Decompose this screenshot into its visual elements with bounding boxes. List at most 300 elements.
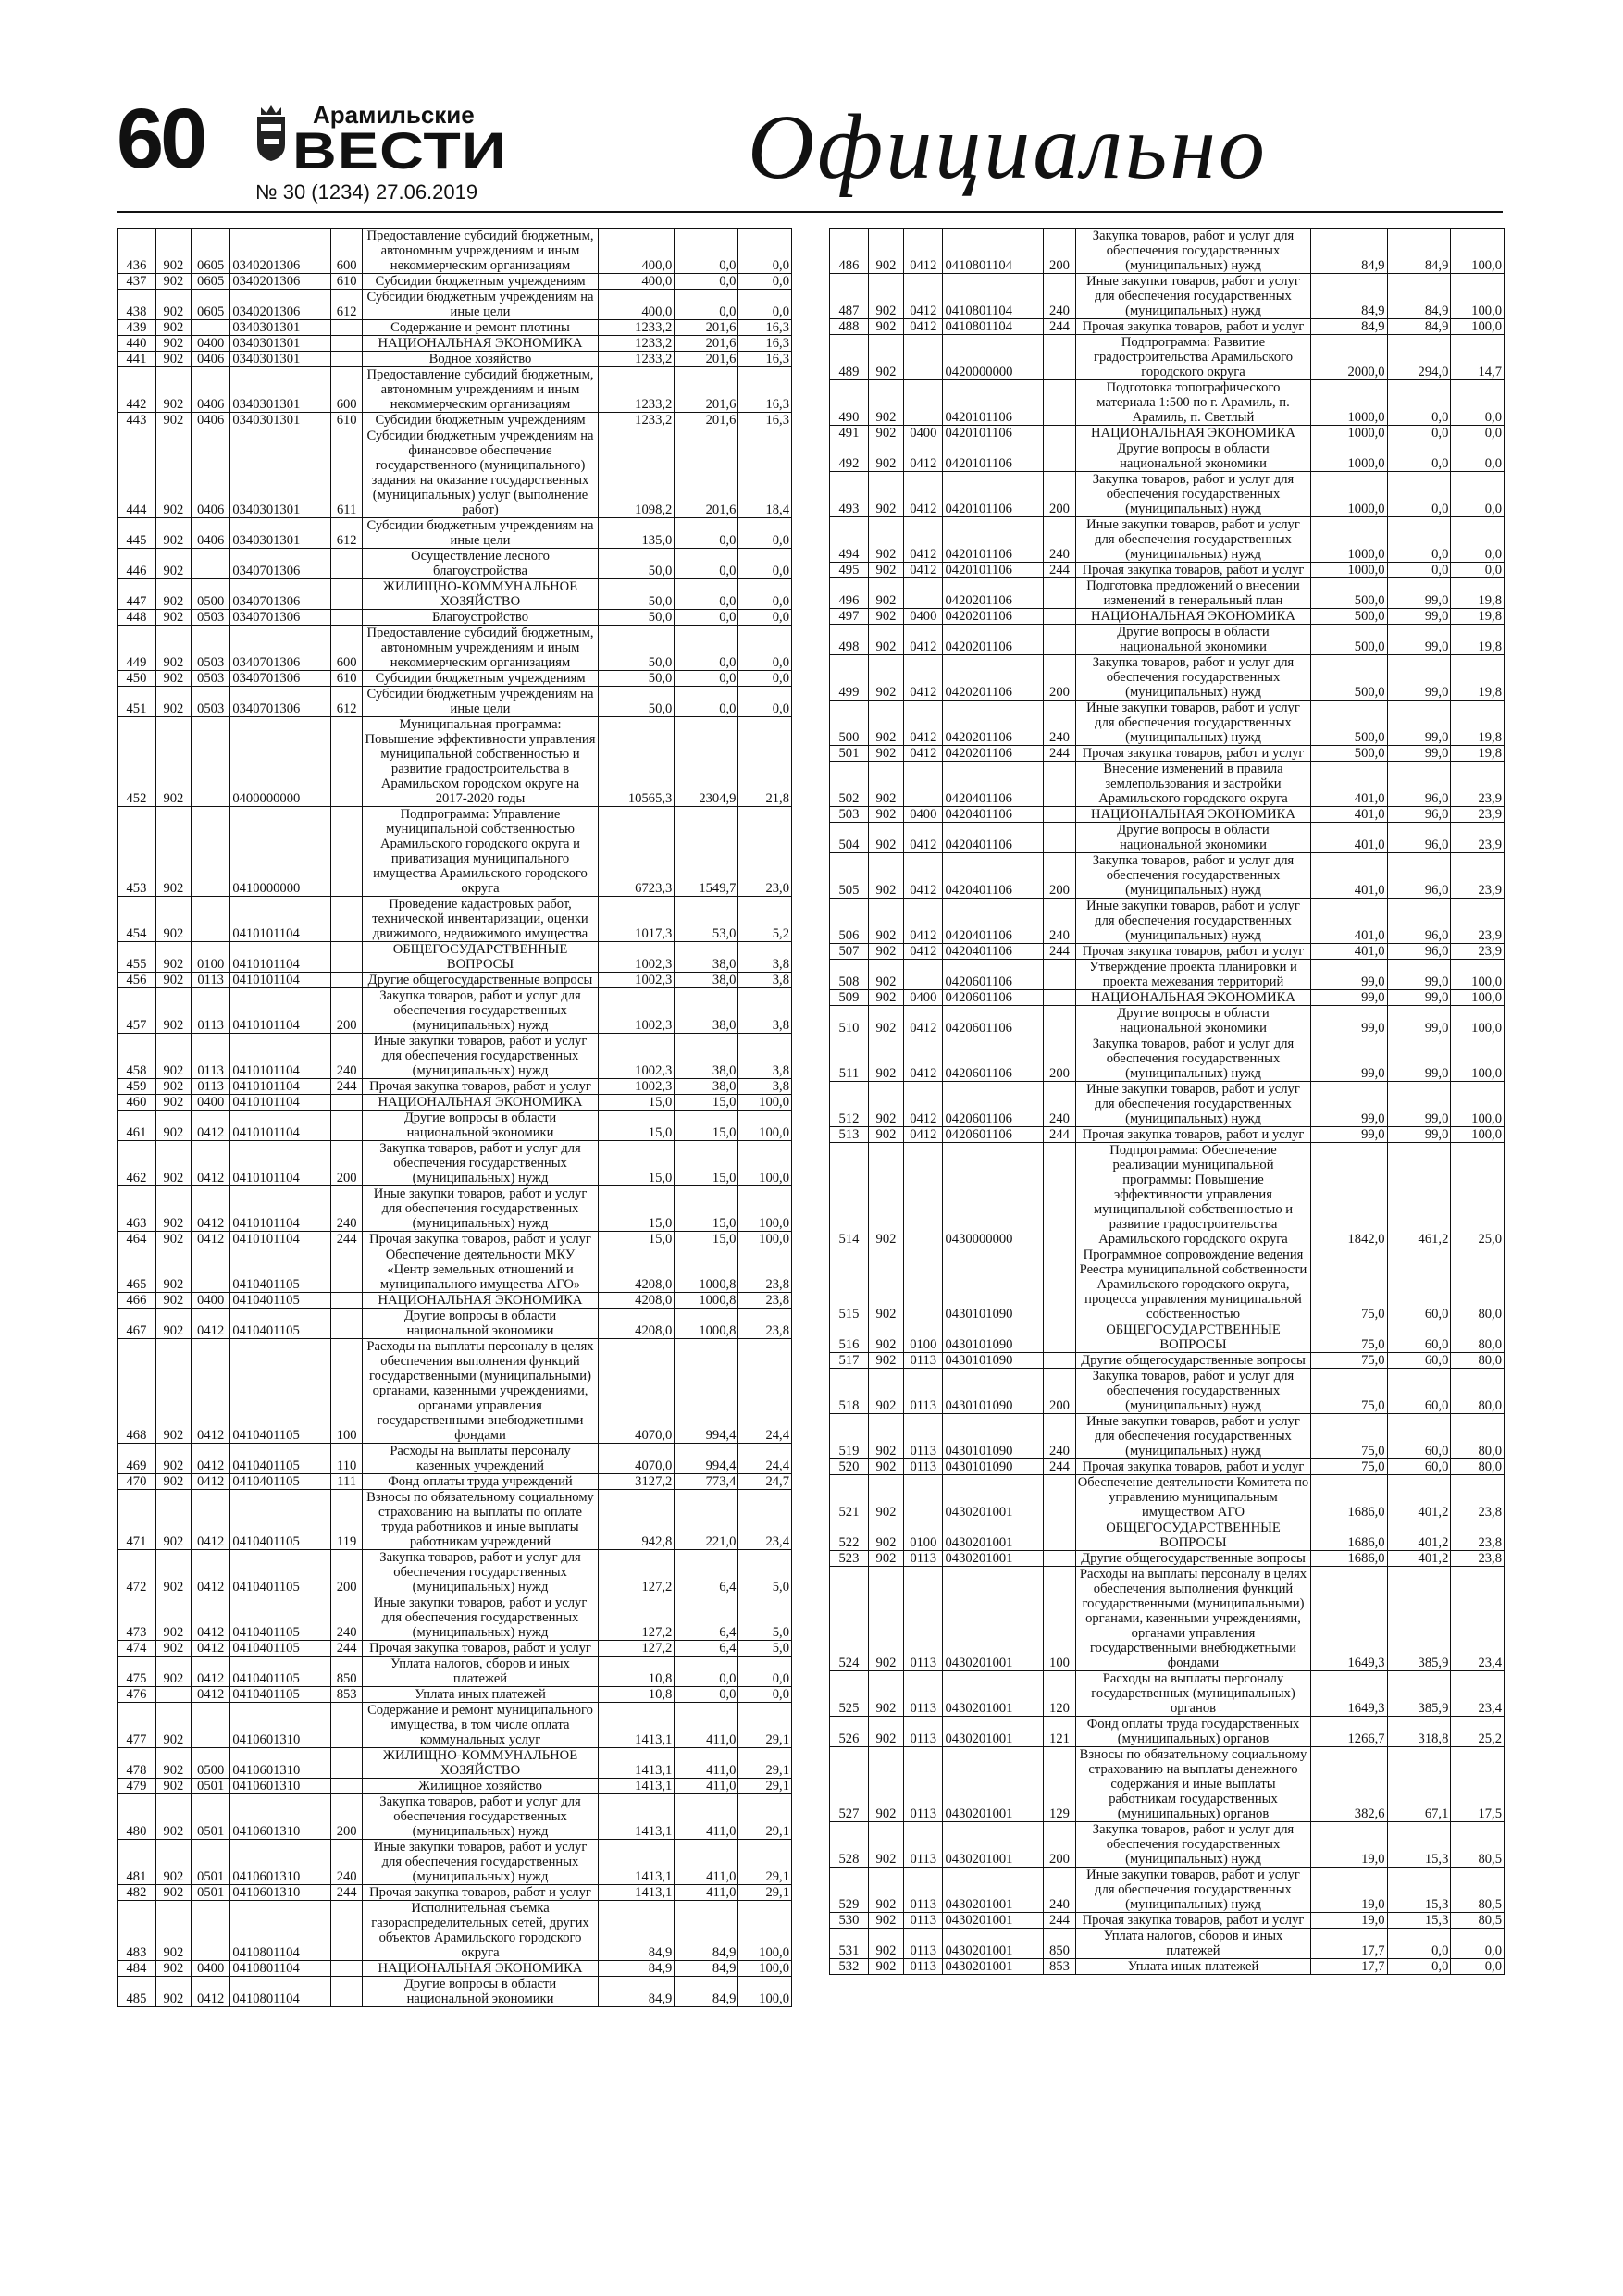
row-number-cell: 471: [118, 1490, 156, 1550]
description-cell: НАЦИОНАЛЬНАЯ ЭКОНОМИКА: [363, 1961, 598, 1977]
expense-type-cell: 111: [330, 1474, 362, 1490]
admin-code-cell: 902: [155, 1779, 191, 1794]
row-number-cell: 520: [830, 1459, 869, 1475]
row-number-cell: 438: [118, 290, 156, 320]
expense-type-cell: [330, 1961, 362, 1977]
planned-amount-cell: 1842,0: [1311, 1143, 1387, 1247]
row-number-cell: 508: [830, 960, 869, 990]
section-code-cell: 0412: [904, 1082, 943, 1127]
expense-type-cell: [1044, 807, 1075, 823]
description-cell: Подпрограмма: Развитие градостроительства Арамильского городского округа: [1075, 335, 1311, 380]
target-code-cell: 0340301301: [230, 428, 331, 518]
logo-title: ВЕСТИ: [292, 121, 507, 180]
target-code-cell: 0410101104: [230, 973, 331, 988]
execution-percent-cell: 19,8: [1451, 701, 1505, 746]
row-number-cell: 463: [118, 1186, 156, 1232]
row-number-cell: 497: [830, 609, 869, 625]
planned-amount-cell: 2000,0: [1311, 335, 1387, 380]
table-row: [118, 988, 792, 1034]
section-code-cell: 0113: [904, 1822, 943, 1868]
description-cell: Обеспечение деятельности МКУ «Центр земельных отношений и муниципального имущества АГО»: [363, 1247, 598, 1293]
admin-code-cell: 902: [868, 319, 903, 335]
executed-amount-cell: 0,0: [1387, 441, 1451, 472]
admin-code-cell: 902: [155, 367, 191, 413]
execution-percent-cell: 0,0: [1451, 1929, 1505, 1959]
expense-type-cell: 200: [1044, 1036, 1075, 1082]
executed-amount-cell: 411,0: [675, 1794, 738, 1840]
section-title: Официально: [748, 95, 1268, 198]
admin-code-cell: 902: [155, 579, 191, 610]
executed-amount-cell: 0,0: [675, 274, 738, 290]
executed-amount-cell: 96,0: [1387, 944, 1451, 960]
section-code-cell: 0500: [191, 1748, 229, 1779]
row-number-cell: 526: [830, 1717, 869, 1747]
executed-amount-cell: 99,0: [1387, 655, 1451, 701]
planned-amount-cell: 401,0: [1311, 762, 1387, 807]
execution-percent-cell: 23,0: [738, 807, 792, 897]
execution-percent-cell: 0,0: [1451, 380, 1505, 426]
row-number-cell: 482: [118, 1885, 156, 1901]
admin-code-cell: 902: [155, 671, 191, 687]
budget-table-right: [829, 228, 1505, 1975]
executed-amount-cell: 0,0: [675, 549, 738, 579]
admin-code-cell: 902: [868, 1247, 903, 1322]
admin-code-cell: 902: [155, 336, 191, 352]
section-code-cell: 0412: [904, 944, 943, 960]
expense-type-cell: 612: [330, 518, 362, 549]
execution-percent-cell: 5,0: [738, 1595, 792, 1641]
executed-amount-cell: 1000,8: [675, 1309, 738, 1339]
row-number-cell: 478: [118, 1748, 156, 1779]
section-code-cell: 0412: [191, 1977, 229, 2007]
expense-type-cell: 120: [1044, 1671, 1075, 1717]
executed-amount-cell: 99,0: [1387, 1127, 1451, 1143]
execution-percent-cell: 24,4: [738, 1444, 792, 1474]
target-code-cell: 0420101106: [943, 563, 1044, 578]
executed-amount-cell: 60,0: [1387, 1353, 1451, 1369]
description-cell: Иные закупки товаров, работ и услуг для обеспечения государственных (муниципальных) нужд: [1075, 1868, 1311, 1913]
expense-type-cell: 610: [330, 671, 362, 687]
admin-code-cell: 902: [868, 1747, 903, 1822]
execution-percent-cell: 3,8: [738, 1034, 792, 1079]
admin-code-cell: 902: [868, 1671, 903, 1717]
table-row: [830, 1322, 1505, 1353]
executed-amount-cell: 38,0: [675, 973, 738, 988]
row-number-cell: 504: [830, 823, 869, 853]
description-cell: Прочая закупка товаров, работ и услуг: [363, 1232, 598, 1247]
admin-code-cell: 902: [155, 352, 191, 367]
executed-amount-cell: 6,4: [675, 1595, 738, 1641]
row-number-cell: 468: [118, 1339, 156, 1444]
planned-amount-cell: 17,7: [1311, 1929, 1387, 1959]
section-code-cell: 0412: [191, 1232, 229, 1247]
planned-amount-cell: 1649,3: [1311, 1671, 1387, 1717]
admin-code-cell: 902: [868, 1520, 903, 1551]
section-code-cell: [904, 762, 943, 807]
admin-code-cell: 902: [868, 1322, 903, 1353]
section-code-cell: 0412: [191, 1186, 229, 1232]
executed-amount-cell: 0,0: [675, 579, 738, 610]
section-code-cell: 0113: [904, 1747, 943, 1822]
row-number-cell: 451: [118, 687, 156, 717]
section-code-cell: 0412: [191, 1474, 229, 1490]
expense-type-cell: 240: [1044, 517, 1075, 563]
table-row: [830, 274, 1505, 319]
table-row: [118, 671, 792, 687]
planned-amount-cell: 1233,2: [598, 367, 675, 413]
table-row: [118, 1186, 792, 1232]
executed-amount-cell: 96,0: [1387, 823, 1451, 853]
table-row: [118, 1490, 792, 1550]
executed-amount-cell: 60,0: [1387, 1247, 1451, 1322]
description-cell: НАЦИОНАЛЬНАЯ ЭКОНОМИКА: [1075, 807, 1311, 823]
section-code-cell: 0400: [191, 1095, 229, 1111]
executed-amount-cell: 0,0: [1387, 472, 1451, 517]
expense-type-cell: 200: [1044, 472, 1075, 517]
table-row: [118, 1474, 792, 1490]
row-number-cell: 481: [118, 1840, 156, 1885]
expense-type-cell: [330, 320, 362, 336]
target-code-cell: 0420601106: [943, 960, 1044, 990]
planned-amount-cell: 1266,7: [1311, 1717, 1387, 1747]
execution-percent-cell: 14,7: [1451, 335, 1505, 380]
row-number-cell: 454: [118, 897, 156, 942]
admin-code-cell: 902: [155, 626, 191, 671]
table-row: [118, 1703, 792, 1748]
expense-type-cell: [330, 352, 362, 367]
description-cell: Другие вопросы в области национальной экономики: [363, 1309, 598, 1339]
expense-type-cell: 100: [1044, 1567, 1075, 1671]
planned-amount-cell: 75,0: [1311, 1353, 1387, 1369]
planned-amount-cell: 1000,0: [1311, 441, 1387, 472]
expense-type-cell: [330, 942, 362, 973]
row-number-cell: 485: [118, 1977, 156, 2007]
target-code-cell: 0420601106: [943, 1036, 1044, 1082]
section-code-cell: 0113: [191, 1034, 229, 1079]
admin-code-cell: 902: [868, 1459, 903, 1475]
row-number-cell: 523: [830, 1551, 869, 1567]
table-row: [118, 1885, 792, 1901]
execution-percent-cell: 100,0: [738, 1977, 792, 2007]
planned-amount-cell: 84,9: [1311, 274, 1387, 319]
description-cell: НАЦИОНАЛЬНАЯ ЭКОНОМИКА: [363, 1293, 598, 1309]
expense-type-cell: 612: [330, 290, 362, 320]
target-code-cell: 0420401106: [943, 853, 1044, 899]
execution-percent-cell: 80,5: [1451, 1822, 1505, 1868]
target-code-cell: 0430101090: [943, 1247, 1044, 1322]
executed-amount-cell: 2304,9: [675, 717, 738, 807]
execution-percent-cell: 100,0: [1451, 319, 1505, 335]
section-code-cell: 0100: [191, 942, 229, 973]
planned-amount-cell: 1413,1: [598, 1885, 675, 1901]
execution-percent-cell: 19,8: [1451, 578, 1505, 609]
planned-amount-cell: 1002,3: [598, 1034, 675, 1079]
planned-amount-cell: 1233,2: [598, 336, 675, 352]
admin-code-cell: 902: [155, 1901, 191, 1961]
row-number-cell: 531: [830, 1929, 869, 1959]
expense-type-cell: 600: [330, 229, 362, 274]
description-cell: Прочая закупка товаров, работ и услуг: [1075, 1913, 1311, 1929]
table-row: [830, 578, 1505, 609]
table-row: [118, 579, 792, 610]
executed-amount-cell: 0,0: [675, 671, 738, 687]
expense-type-cell: [330, 1901, 362, 1961]
expense-type-cell: 244: [1044, 319, 1075, 335]
execution-percent-cell: 24,7: [738, 1474, 792, 1490]
admin-code-cell: 902: [868, 762, 903, 807]
target-code-cell: 0430201001: [943, 1671, 1044, 1717]
table-row: [830, 944, 1505, 960]
section-code-cell: 0412: [191, 1490, 229, 1550]
expense-type-cell: 244: [1044, 1913, 1075, 1929]
executed-amount-cell: 38,0: [675, 942, 738, 973]
section-code-cell: 0501: [191, 1779, 229, 1794]
admin-code-cell: 902: [868, 1127, 903, 1143]
description-cell: Прочая закупка товаров, работ и услуг: [1075, 319, 1311, 335]
admin-code-cell: 902: [155, 988, 191, 1034]
section-code-cell: 0412: [904, 472, 943, 517]
planned-amount-cell: 4208,0: [598, 1309, 675, 1339]
expense-type-cell: 244: [1044, 563, 1075, 578]
target-code-cell: 0410801104: [230, 1961, 331, 1977]
description-cell: Закупка товаров, работ и услуг для обеспечения государственных (муниципальных) нужд: [1075, 853, 1311, 899]
target-code-cell: 0420201106: [943, 701, 1044, 746]
description-cell: Уплата иных платежей: [1075, 1959, 1311, 1975]
execution-percent-cell: 80,0: [1451, 1414, 1505, 1459]
table-row: [118, 367, 792, 413]
expense-type-cell: 853: [330, 1687, 362, 1703]
execution-percent-cell: 3,8: [738, 988, 792, 1034]
executed-amount-cell: 38,0: [675, 988, 738, 1034]
description-cell: Уплата налогов, сборов и иных платежей: [363, 1657, 598, 1687]
description-cell: Предоставление субсидий бюджетным, автономным учреждениям и иным некоммерческим организациям: [363, 367, 598, 413]
admin-code-cell: 902: [868, 1353, 903, 1369]
target-code-cell: 0410101104: [230, 1095, 331, 1111]
execution-percent-cell: 19,8: [1451, 625, 1505, 655]
execution-percent-cell: 3,8: [738, 942, 792, 973]
executed-amount-cell: 201,6: [675, 367, 738, 413]
section-code-cell: 0406: [191, 413, 229, 428]
planned-amount-cell: 1233,2: [598, 413, 675, 428]
description-cell: Субсидии бюджетным учреждениям: [363, 671, 598, 687]
execution-percent-cell: 23,9: [1451, 807, 1505, 823]
execution-percent-cell: 100,0: [738, 1186, 792, 1232]
row-number-cell: 516: [830, 1322, 869, 1353]
row-number-cell: 501: [830, 746, 869, 762]
executed-amount-cell: 0,0: [1387, 563, 1451, 578]
executed-amount-cell: 60,0: [1387, 1414, 1451, 1459]
target-code-cell: 0340701306: [230, 687, 331, 717]
table-row: [118, 1641, 792, 1657]
target-code-cell: 0430201001: [943, 1551, 1044, 1567]
executed-amount-cell: 221,0: [675, 1490, 738, 1550]
row-number-cell: 529: [830, 1868, 869, 1913]
executed-amount-cell: 15,3: [1387, 1868, 1451, 1913]
execution-percent-cell: 0,0: [738, 671, 792, 687]
table-row: [830, 1671, 1505, 1717]
admin-code-cell: 902: [868, 1082, 903, 1127]
planned-amount-cell: 500,0: [1311, 578, 1387, 609]
executed-amount-cell: 385,9: [1387, 1567, 1451, 1671]
description-cell: Прочая закупка товаров, работ и услуг: [363, 1079, 598, 1095]
expense-type-cell: 240: [1044, 1082, 1075, 1127]
executed-amount-cell: 84,9: [675, 1901, 738, 1961]
admin-code-cell: 902: [155, 428, 191, 518]
row-number-cell: 521: [830, 1475, 869, 1520]
section-code-cell: [191, 1901, 229, 1961]
admin-code-cell: 902: [155, 274, 191, 290]
expense-type-cell: [330, 1779, 362, 1794]
target-code-cell: 0430101090: [943, 1414, 1044, 1459]
target-code-cell: 0340301301: [230, 367, 331, 413]
expense-type-cell: [330, 1703, 362, 1748]
planned-amount-cell: 10,8: [598, 1687, 675, 1703]
description-cell: Содержание и ремонт плотины: [363, 320, 598, 336]
execution-percent-cell: 100,0: [738, 1141, 792, 1186]
target-code-cell: 0420401106: [943, 944, 1044, 960]
description-cell: Уплата налогов, сборов и иных платежей: [1075, 1929, 1311, 1959]
executed-amount-cell: 60,0: [1387, 1369, 1451, 1414]
section-code-cell: 0412: [191, 1111, 229, 1141]
section-code-cell: 0501: [191, 1885, 229, 1901]
section-code-cell: 0113: [191, 973, 229, 988]
admin-code-cell: 902: [868, 823, 903, 853]
target-code-cell: 0410401105: [230, 1293, 331, 1309]
execution-percent-cell: 100,0: [1451, 1006, 1505, 1036]
execution-percent-cell: 100,0: [738, 1111, 792, 1141]
planned-amount-cell: 75,0: [1311, 1247, 1387, 1322]
target-code-cell: 0410801104: [943, 319, 1044, 335]
budget-table-left: [117, 228, 792, 2007]
description-cell: Субсидии бюджетным учреждениям на финансовое обеспечение государственного (муниципального) задания на оказание государственных (муниципальных) услуг (выполнение работ): [363, 428, 598, 518]
execution-percent-cell: 100,0: [738, 1095, 792, 1111]
admin-code-cell: 902: [155, 1748, 191, 1779]
execution-percent-cell: 23,9: [1451, 762, 1505, 807]
description-cell: ОБЩЕГОСУДАРСТВЕННЫЕ ВОПРОСЫ: [363, 942, 598, 973]
section-code-cell: 0113: [904, 1353, 943, 1369]
description-cell: Закупка товаров, работ и услуг для обеспечения государственных (муниципальных) нужд: [363, 1550, 598, 1595]
execution-percent-cell: 29,1: [738, 1794, 792, 1840]
description-cell: ЖИЛИЩНО-КОММУНАЛЬНОЕ ХОЗЯЙСТВО: [363, 1748, 598, 1779]
table-row: [830, 1567, 1505, 1671]
executed-amount-cell: 96,0: [1387, 807, 1451, 823]
executed-amount-cell: 99,0: [1387, 960, 1451, 990]
target-code-cell: 0420201106: [943, 625, 1044, 655]
target-code-cell: 0420101106: [943, 441, 1044, 472]
planned-amount-cell: 50,0: [598, 671, 675, 687]
section-code-cell: 0406: [191, 518, 229, 549]
description-cell: Субсидии бюджетным учреждениям: [363, 274, 598, 290]
execution-percent-cell: 0,0: [738, 687, 792, 717]
admin-code-cell: 902: [155, 973, 191, 988]
executed-amount-cell: 0,0: [1387, 1959, 1451, 1975]
section-code-cell: 0412: [191, 1444, 229, 1474]
row-number-cell: 476: [118, 1687, 156, 1703]
description-cell: Другие вопросы в области национальной экономики: [363, 1111, 598, 1141]
target-code-cell: 0430201001: [943, 1567, 1044, 1671]
admin-code-cell: [155, 1687, 191, 1703]
planned-amount-cell: 99,0: [1311, 1127, 1387, 1143]
table-row: [118, 274, 792, 290]
row-number-cell: 495: [830, 563, 869, 578]
section-code-cell: 0412: [191, 1141, 229, 1186]
planned-amount-cell: 1000,0: [1311, 472, 1387, 517]
executed-amount-cell: 318,8: [1387, 1717, 1451, 1747]
row-number-cell: 524: [830, 1567, 869, 1671]
description-cell: Другие вопросы в области национальной экономики: [1075, 625, 1311, 655]
table-row: [118, 1095, 792, 1111]
admin-code-cell: 902: [155, 1840, 191, 1885]
row-number-cell: 505: [830, 853, 869, 899]
table-row: [830, 426, 1505, 441]
expense-type-cell: 200: [1044, 655, 1075, 701]
planned-amount-cell: 15,0: [598, 1232, 675, 1247]
planned-amount-cell: 1000,0: [1311, 380, 1387, 426]
description-cell: Другие вопросы в области национальной экономики: [1075, 1006, 1311, 1036]
planned-amount-cell: 1413,1: [598, 1779, 675, 1794]
planned-amount-cell: 400,0: [598, 274, 675, 290]
description-cell: Исполнительная съемка газораспределительных сетей, других объектов Арамильского городского округа: [363, 1901, 598, 1961]
target-code-cell: 0410101104: [230, 942, 331, 973]
table-row: [830, 517, 1505, 563]
target-code-cell: 0340201306: [230, 274, 331, 290]
description-cell: Субсидии бюджетным учреждениям: [363, 413, 598, 428]
admin-code-cell: 902: [868, 472, 903, 517]
expense-type-cell: 200: [1044, 1369, 1075, 1414]
row-number-cell: 486: [830, 229, 869, 274]
planned-amount-cell: 99,0: [1311, 990, 1387, 1006]
execution-percent-cell: 100,0: [1451, 1082, 1505, 1127]
admin-code-cell: 902: [868, 609, 903, 625]
executed-amount-cell: 15,0: [675, 1095, 738, 1111]
planned-amount-cell: 1000,0: [1311, 426, 1387, 441]
table-row: [830, 1006, 1505, 1036]
row-number-cell: 464: [118, 1232, 156, 1247]
execution-percent-cell: 18,4: [738, 428, 792, 518]
expense-type-cell: 610: [330, 413, 362, 428]
description-cell: ЖИЛИЩНО-КОММУНАЛЬНОЕ ХОЗЯЙСТВО: [363, 579, 598, 610]
expense-type-cell: [1044, 426, 1075, 441]
planned-amount-cell: 15,0: [598, 1186, 675, 1232]
planned-amount-cell: 127,2: [598, 1595, 675, 1641]
section-code-cell: 0113: [904, 1868, 943, 1913]
section-code-cell: 0412: [904, 441, 943, 472]
admin-code-cell: 902: [868, 229, 903, 274]
target-code-cell: 0410401105: [230, 1444, 331, 1474]
expense-type-cell: [1044, 441, 1075, 472]
row-number-cell: 445: [118, 518, 156, 549]
row-number-cell: 447: [118, 579, 156, 610]
admin-code-cell: 902: [155, 1111, 191, 1141]
section-code-cell: 0412: [904, 701, 943, 746]
admin-code-cell: 902: [155, 1293, 191, 1309]
target-code-cell: 0410101104: [230, 1232, 331, 1247]
table-row: [830, 701, 1505, 746]
target-code-cell: 0410401105: [230, 1550, 331, 1595]
executed-amount-cell: 53,0: [675, 897, 738, 942]
description-cell: Иные закупки товаров, работ и услуг для обеспечения государственных (муниципальных) нужд: [1075, 701, 1311, 746]
execution-percent-cell: 16,3: [738, 336, 792, 352]
table-row: [118, 352, 792, 367]
description-cell: Проведение кадастровых работ, технической инвентаризации, оценки движимого, недвижимого имущества: [363, 897, 598, 942]
execution-percent-cell: 0,0: [738, 229, 792, 274]
executed-amount-cell: 60,0: [1387, 1459, 1451, 1475]
execution-percent-cell: 23,8: [1451, 1520, 1505, 1551]
expense-type-cell: 240: [330, 1595, 362, 1641]
table-row: [830, 625, 1505, 655]
table-row: [118, 1687, 792, 1703]
table-row: [118, 320, 792, 336]
